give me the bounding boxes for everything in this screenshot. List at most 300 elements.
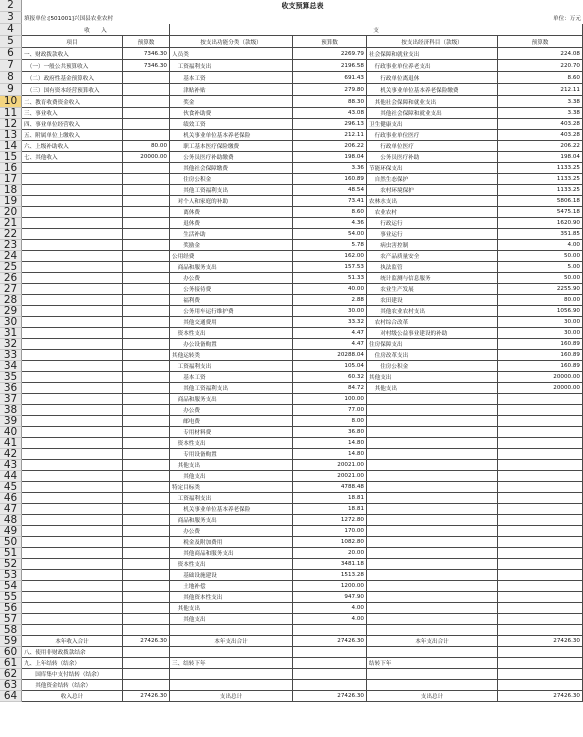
function-label[interactable]: 办公设备购置 (170, 339, 293, 350)
row-header[interactable]: 55 (0, 592, 22, 603)
econ-value[interactable] (498, 482, 583, 493)
econ-value[interactable]: 5806.18 (498, 196, 583, 207)
function-value[interactable]: 947.90 (293, 592, 367, 603)
econ-value[interactable]: 403.28 (498, 119, 583, 130)
function-value[interactable]: 18.81 (293, 504, 367, 515)
income-section[interactable]: 收 入 (22, 24, 170, 36)
row-header[interactable]: 11 (0, 108, 22, 119)
row-header[interactable]: 53 (0, 570, 22, 581)
function-label[interactable]: 奖金 (170, 96, 293, 108)
function-label[interactable]: 基本工资 (170, 372, 293, 383)
income-label[interactable] (22, 229, 123, 240)
econ-value[interactable]: 3.38 (498, 108, 583, 119)
bottom-mid-label[interactable] (170, 647, 293, 658)
income-value[interactable] (123, 196, 170, 207)
function-value[interactable]: 170.00 (293, 526, 367, 537)
row-header[interactable]: 2 (0, 0, 22, 12)
function-label[interactable]: 办公费 (170, 405, 293, 416)
econ-label[interactable]: 行政单位离退休 (367, 72, 498, 84)
function-label[interactable]: 土地补偿 (170, 581, 293, 592)
row-header[interactable]: 34 (0, 361, 22, 372)
econ-label[interactable] (367, 482, 498, 493)
row-header[interactable]: 13 (0, 130, 22, 141)
income-value[interactable]: 20000.00 (123, 152, 170, 163)
income-value[interactable] (123, 284, 170, 295)
econ-value[interactable] (498, 548, 583, 559)
function-value[interactable]: 2196.58 (293, 60, 367, 72)
row-header[interactable]: 57 (0, 614, 22, 625)
econ-total-value[interactable]: 27426.30 (498, 636, 583, 647)
econ-label[interactable] (367, 449, 498, 460)
function-label[interactable]: 其他运转类 (170, 350, 293, 361)
econ-value[interactable] (498, 581, 583, 592)
function-label[interactable]: 机关事业单位基本养老保险 (170, 130, 293, 141)
income-value[interactable] (123, 372, 170, 383)
income-value[interactable] (123, 108, 170, 119)
income-value[interactable] (123, 185, 170, 196)
income-value[interactable] (123, 174, 170, 185)
income-label[interactable] (22, 328, 123, 339)
income-value[interactable] (123, 537, 170, 548)
function-label[interactable]: 特定目标类 (170, 482, 293, 493)
econ-value[interactable] (498, 515, 583, 526)
econ-value[interactable]: 20000.00 (498, 383, 583, 394)
income-label[interactable] (22, 218, 123, 229)
row-header[interactable]: 50 (0, 537, 22, 548)
function-label[interactable]: 基础设施建设 (170, 570, 293, 581)
income-label[interactable] (22, 207, 123, 218)
econ-value[interactable] (498, 471, 583, 482)
function-value[interactable]: 77.00 (293, 405, 367, 416)
bottom-mid-label[interactable]: 三、结转下年 (170, 658, 293, 669)
row-header[interactable]: 23 (0, 240, 22, 251)
function-label[interactable]: 其他工资福利支出 (170, 185, 293, 196)
income-value[interactable] (123, 526, 170, 537)
income-label[interactable] (22, 416, 123, 427)
function-value[interactable]: 206.22 (293, 141, 367, 152)
econ-value[interactable]: 198.04 (498, 152, 583, 163)
empty-cell[interactable] (170, 625, 293, 636)
income-value[interactable] (123, 262, 170, 273)
econ-total-label[interactable]: 本年支出合计 (367, 636, 498, 647)
function-label[interactable]: 工资福利支出 (170, 493, 293, 504)
function-label[interactable]: 公用经费 (170, 251, 293, 262)
econ-label[interactable] (367, 504, 498, 515)
econ-label[interactable] (367, 394, 498, 405)
function-value[interactable]: 54.00 (293, 229, 367, 240)
income-label[interactable] (22, 427, 123, 438)
function-value[interactable]: 84.72 (293, 383, 367, 394)
econ-label[interactable]: 机关事业单位基本养老保险缴费 (367, 84, 498, 96)
bottom-label[interactable]: 九、上年结转（结余） (22, 658, 123, 669)
bottom-value[interactable] (123, 647, 170, 658)
income-label[interactable] (22, 614, 123, 625)
income-label[interactable] (22, 493, 123, 504)
row-header[interactable]: 9 (0, 84, 22, 96)
econ-label[interactable]: 社会保障和就业支出 (367, 48, 498, 60)
function-value[interactable]: 20021.00 (293, 471, 367, 482)
function-label[interactable]: 办公费 (170, 526, 293, 537)
income-label[interactable] (22, 537, 123, 548)
econ-label[interactable] (367, 471, 498, 482)
row-header[interactable]: 47 (0, 504, 22, 515)
row-header[interactable]: 4 (0, 24, 22, 36)
function-label[interactable]: 奖励金 (170, 240, 293, 251)
function-label[interactable]: 福利费 (170, 295, 293, 306)
function-label[interactable]: 对个人和家庭的补助 (170, 196, 293, 207)
function-label[interactable]: 税金及附加费用 (170, 537, 293, 548)
econ-value[interactable] (498, 493, 583, 504)
function-label[interactable]: 其他工资福利支出 (170, 383, 293, 394)
function-label[interactable]: 离休费 (170, 207, 293, 218)
function-value[interactable]: 279.80 (293, 84, 367, 96)
function-label[interactable]: 机关事业单位基本养老保险 (170, 504, 293, 515)
function-value[interactable]: 3481.18 (293, 559, 367, 570)
income-value[interactable] (123, 515, 170, 526)
row-header[interactable]: 44 (0, 471, 22, 482)
econ-label[interactable] (367, 427, 498, 438)
econ-label[interactable]: 病虫害控制 (367, 240, 498, 251)
econ-label[interactable] (367, 559, 498, 570)
row-header[interactable]: 54 (0, 581, 22, 592)
row-header[interactable]: 45 (0, 482, 22, 493)
econ-label[interactable]: 农林水支出 (367, 196, 498, 207)
function-label[interactable]: 退休费 (170, 218, 293, 229)
row-header[interactable]: 26 (0, 273, 22, 284)
empty-cell[interactable] (123, 625, 170, 636)
function-label[interactable]: 人员类 (170, 48, 293, 60)
income-label[interactable]: （三）国有资本经营预算收入 (22, 84, 123, 96)
function-label[interactable]: 资本性支出 (170, 438, 293, 449)
econ-value[interactable]: 50.00 (498, 251, 583, 262)
income-value[interactable] (123, 504, 170, 515)
income-value[interactable] (123, 273, 170, 284)
income-label[interactable] (22, 570, 123, 581)
function-label[interactable]: 职工基本医疗保险缴费 (170, 141, 293, 152)
income-label[interactable] (22, 405, 123, 416)
income-value[interactable] (123, 405, 170, 416)
function-value[interactable]: 33.32 (293, 317, 367, 328)
row-header[interactable]: 19 (0, 196, 22, 207)
bottom-right-value[interactable] (498, 647, 583, 658)
income-value[interactable] (123, 559, 170, 570)
column-header[interactable]: 预算数 (293, 36, 367, 48)
econ-value[interactable]: 160.89 (498, 339, 583, 350)
function-label[interactable]: 基本工资 (170, 72, 293, 84)
function-label[interactable]: 住房公积金 (170, 174, 293, 185)
econ-value[interactable]: 8.60 (498, 72, 583, 84)
empty-cell[interactable] (498, 625, 583, 636)
econ-value[interactable]: 3.38 (498, 96, 583, 108)
function-label[interactable]: 其他支出 (170, 460, 293, 471)
econ-label[interactable] (367, 548, 498, 559)
econ-value[interactable]: 4.00 (498, 240, 583, 251)
bottom-value[interactable] (123, 658, 170, 669)
econ-label[interactable] (367, 493, 498, 504)
econ-value[interactable] (498, 570, 583, 581)
function-value[interactable]: 73.41 (293, 196, 367, 207)
econ-label[interactable]: 住房改革支出 (367, 350, 498, 361)
income-label[interactable] (22, 383, 123, 394)
function-label[interactable]: 资本性支出 (170, 328, 293, 339)
row-header[interactable]: 59 (0, 636, 22, 647)
income-value[interactable] (123, 427, 170, 438)
function-value[interactable]: 8.00 (293, 416, 367, 427)
econ-value[interactable]: 80.00 (498, 295, 583, 306)
expense-section[interactable]: 支 (170, 24, 583, 36)
income-label[interactable] (22, 438, 123, 449)
row-header[interactable]: 8 (0, 72, 22, 84)
income-total-label[interactable]: 本年收入合计 (22, 636, 123, 647)
bottom-label[interactable]: 八、使用非财政拨款结余 (22, 647, 123, 658)
function-value[interactable]: 20.00 (293, 548, 367, 559)
econ-label[interactable] (367, 438, 498, 449)
row-header[interactable]: 49 (0, 526, 22, 537)
column-header[interactable]: 项目 (22, 36, 123, 48)
econ-value[interactable] (498, 405, 583, 416)
income-value[interactable] (123, 295, 170, 306)
row-header[interactable]: 12 (0, 119, 22, 130)
econ-label[interactable] (367, 537, 498, 548)
row-header[interactable]: 15 (0, 152, 22, 163)
function-value[interactable]: 4.00 (293, 614, 367, 625)
econ-value[interactable]: 30.00 (498, 328, 583, 339)
row-header[interactable]: 5 (0, 36, 22, 48)
econ-value[interactable] (498, 526, 583, 537)
econ-value[interactable]: 403.28 (498, 130, 583, 141)
income-value[interactable] (123, 119, 170, 130)
function-value[interactable]: 105.04 (293, 361, 367, 372)
income-label[interactable]: （二）政府性基金预算收入 (22, 72, 123, 84)
econ-label[interactable] (367, 515, 498, 526)
income-label[interactable] (22, 350, 123, 361)
bottom-mid-label[interactable] (170, 669, 293, 680)
row-header[interactable]: 16 (0, 163, 22, 174)
income-label[interactable] (22, 372, 123, 383)
econ-label[interactable]: 执法监管 (367, 262, 498, 273)
econ-value[interactable]: 220.70 (498, 60, 583, 72)
income-label[interactable] (22, 482, 123, 493)
function-value[interactable]: 4788.48 (293, 482, 367, 493)
income-label[interactable] (22, 559, 123, 570)
econ-value[interactable]: 160.89 (498, 350, 583, 361)
function-value[interactable]: 160.89 (293, 174, 367, 185)
econ-label[interactable]: 卫生健康支出 (367, 119, 498, 130)
function-label[interactable]: 其他支出 (170, 614, 293, 625)
row-header[interactable]: 28 (0, 295, 22, 306)
income-label[interactable] (22, 240, 123, 251)
econ-label[interactable]: 其他农业农村支出 (367, 306, 498, 317)
function-label[interactable]: 其他交通费用 (170, 317, 293, 328)
income-label[interactable]: 三、事业收入 (22, 108, 123, 119)
income-label[interactable]: 七、其他收入 (22, 152, 123, 163)
row-header[interactable]: 25 (0, 262, 22, 273)
bottom-right-value[interactable] (498, 680, 583, 691)
row-header[interactable]: 3 (0, 12, 22, 24)
econ-value[interactable]: 224.08 (498, 48, 583, 60)
income-value[interactable] (123, 493, 170, 504)
expense-grand-total-label[interactable]: 支出总计 (170, 691, 293, 702)
row-header[interactable]: 21 (0, 218, 22, 229)
function-value[interactable]: 2269.79 (293, 48, 367, 60)
function-value[interactable]: 4.47 (293, 328, 367, 339)
bottom-right-value[interactable] (498, 658, 583, 669)
income-label[interactable]: 一、财政拨款收入 (22, 48, 123, 60)
econ-value[interactable] (498, 438, 583, 449)
row-header[interactable]: 22 (0, 229, 22, 240)
econ-label[interactable]: 农业农村 (367, 207, 498, 218)
row-header[interactable]: 39 (0, 416, 22, 427)
row-header[interactable]: 10 (0, 96, 22, 108)
econ-label[interactable]: 农产品质量安全 (367, 251, 498, 262)
income-label[interactable] (22, 394, 123, 405)
bottom-right-value[interactable] (498, 669, 583, 680)
bottom-mid-value[interactable] (293, 669, 367, 680)
row-header[interactable]: 61 (0, 658, 22, 669)
function-value[interactable]: 20288.04 (293, 350, 367, 361)
row-header[interactable]: 29 (0, 306, 22, 317)
income-value[interactable] (123, 570, 170, 581)
econ-label[interactable]: 行政事业单位医疗 (367, 130, 498, 141)
income-label[interactable] (22, 317, 123, 328)
econ-value[interactable] (498, 537, 583, 548)
income-value[interactable] (123, 416, 170, 427)
function-value[interactable]: 5.78 (293, 240, 367, 251)
income-value[interactable] (123, 361, 170, 372)
income-label[interactable]: （一）一般公共预算收入 (22, 60, 123, 72)
bottom-value[interactable] (123, 680, 170, 691)
function-value[interactable]: 157.53 (293, 262, 367, 273)
econ-label[interactable]: 住房公积金 (367, 361, 498, 372)
econ-value[interactable]: 2255.90 (498, 284, 583, 295)
income-value[interactable] (123, 84, 170, 96)
econ-label[interactable]: 公务员医疗补助 (367, 152, 498, 163)
function-value[interactable]: 14.80 (293, 438, 367, 449)
income-label[interactable] (22, 196, 123, 207)
income-label[interactable] (22, 548, 123, 559)
row-header[interactable]: 33 (0, 350, 22, 361)
function-value[interactable]: 1272.80 (293, 515, 367, 526)
sheet-title[interactable]: 收支预算总表 (281, 2, 324, 10)
econ-label[interactable]: 农业生产发展 (367, 284, 498, 295)
econ-label[interactable]: 对村级公益事业建设的补助 (367, 328, 498, 339)
income-label[interactable] (22, 185, 123, 196)
bottom-mid-value[interactable] (293, 658, 367, 669)
income-label[interactable] (22, 460, 123, 471)
function-value[interactable]: 296.13 (293, 119, 367, 130)
income-value[interactable] (123, 471, 170, 482)
income-label[interactable] (22, 339, 123, 350)
row-header[interactable]: 7 (0, 60, 22, 72)
row-header[interactable]: 18 (0, 185, 22, 196)
column-header[interactable]: 预算数 (123, 36, 170, 48)
econ-label[interactable] (367, 592, 498, 603)
row-header[interactable]: 60 (0, 647, 22, 658)
econ-label[interactable]: 其他支出 (367, 372, 498, 383)
econ-value[interactable]: 1133.25 (498, 185, 583, 196)
function-value[interactable]: 8.60 (293, 207, 367, 218)
income-label[interactable] (22, 603, 123, 614)
row-header[interactable]: 51 (0, 548, 22, 559)
econ-value[interactable] (498, 416, 583, 427)
function-label[interactable]: 伙食补助费 (170, 108, 293, 119)
function-value[interactable]: 43.08 (293, 108, 367, 119)
function-label[interactable]: 其他支出 (170, 471, 293, 482)
function-label[interactable]: 津贴补贴 (170, 84, 293, 96)
function-label[interactable]: 其他社会保障缴费 (170, 163, 293, 174)
income-value[interactable] (123, 328, 170, 339)
row-header[interactable]: 32 (0, 339, 22, 350)
row-header[interactable]: 20 (0, 207, 22, 218)
econ-label[interactable] (367, 405, 498, 416)
bottom-label[interactable]: 国库集中支付结转（结余） (22, 669, 123, 680)
function-value[interactable]: 48.54 (293, 185, 367, 196)
econ-label[interactable]: 农村环境保护 (367, 185, 498, 196)
econ-value[interactable] (498, 603, 583, 614)
income-value[interactable] (123, 207, 170, 218)
function-label[interactable]: 商品和服务支出 (170, 515, 293, 526)
function-label[interactable]: 其他商品和服务支出 (170, 548, 293, 559)
econ-label[interactable] (367, 570, 498, 581)
row-header[interactable]: 36 (0, 383, 22, 394)
row-header[interactable]: 30 (0, 317, 22, 328)
econ-label[interactable]: 行政事业单位养老支出 (367, 60, 498, 72)
bottom-right-label[interactable]: 结转下年 (367, 658, 498, 669)
income-label[interactable] (22, 515, 123, 526)
row-header[interactable]: 64 (0, 691, 22, 702)
income-label[interactable]: 六、上级补助收入 (22, 141, 123, 152)
expense-total-value[interactable]: 27426.30 (293, 636, 367, 647)
income-label[interactable] (22, 284, 123, 295)
income-label[interactable] (22, 592, 123, 603)
income-grand-total-value[interactable]: 27426.30 (123, 691, 170, 702)
income-label[interactable] (22, 581, 123, 592)
function-value[interactable]: 2.88 (293, 295, 367, 306)
econ-value[interactable] (498, 427, 583, 438)
unit-label[interactable]: 单位：万元 (553, 16, 581, 22)
function-value[interactable]: 4.36 (293, 218, 367, 229)
row-header[interactable]: 40 (0, 427, 22, 438)
row-header[interactable]: 14 (0, 141, 22, 152)
function-value[interactable]: 198.04 (293, 152, 367, 163)
income-value[interactable] (123, 96, 170, 108)
econ-value[interactable]: 50.00 (498, 273, 583, 284)
income-label[interactable]: 五、附属单位上缴收入 (22, 130, 123, 141)
bottom-value[interactable] (123, 669, 170, 680)
econ-label[interactable] (367, 614, 498, 625)
row-header[interactable]: 24 (0, 251, 22, 262)
function-label[interactable]: 工资福利支出 (170, 361, 293, 372)
income-label[interactable] (22, 273, 123, 284)
bottom-right-label[interactable] (367, 647, 498, 658)
income-label[interactable] (22, 174, 123, 185)
column-header[interactable]: 按支出经济科目（款级） (367, 36, 498, 48)
income-label[interactable] (22, 526, 123, 537)
row-header[interactable]: 48 (0, 515, 22, 526)
income-value[interactable] (123, 438, 170, 449)
income-label[interactable] (22, 295, 123, 306)
income-value[interactable] (123, 614, 170, 625)
function-value[interactable]: 14.80 (293, 449, 367, 460)
function-value[interactable]: 4.00 (293, 603, 367, 614)
income-label[interactable] (22, 471, 123, 482)
econ-label[interactable] (367, 603, 498, 614)
function-value[interactable]: 40.00 (293, 284, 367, 295)
econ-grand-total-value[interactable]: 27426.30 (498, 691, 583, 702)
income-label[interactable] (22, 449, 123, 460)
income-value[interactable] (123, 130, 170, 141)
income-value[interactable] (123, 394, 170, 405)
